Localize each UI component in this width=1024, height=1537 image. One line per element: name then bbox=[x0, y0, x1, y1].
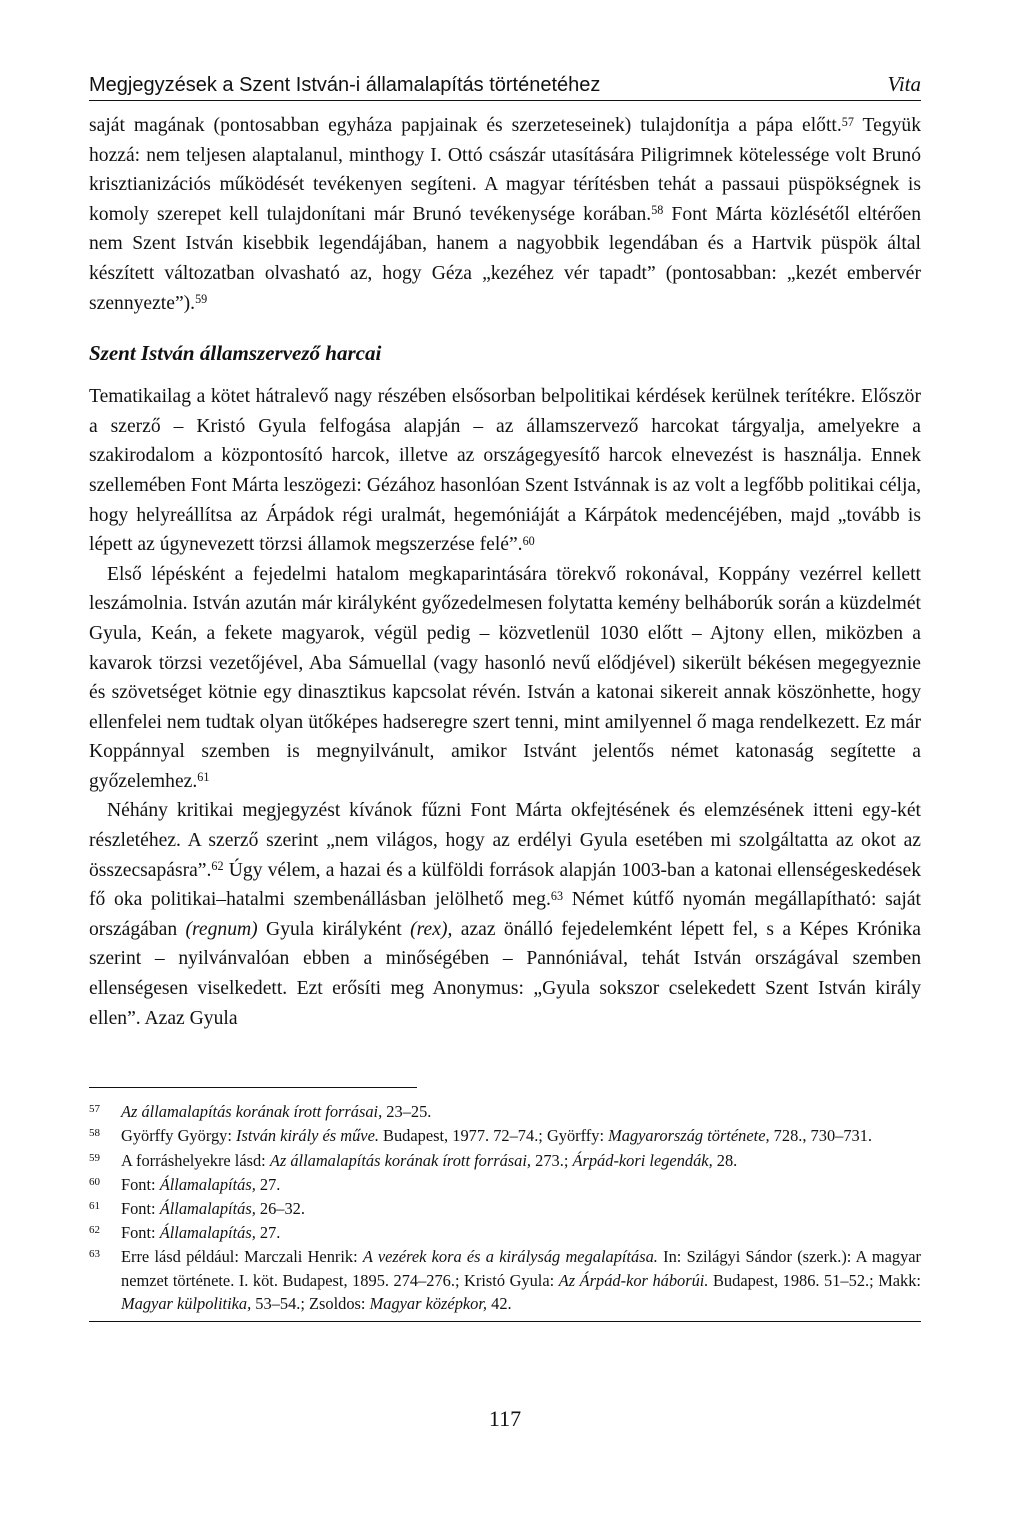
footnote-57 bbox=[89, 1100, 921, 1123]
footnote-italic: Magyar külpolitika, bbox=[121, 1293, 252, 1313]
footnote-segment: 28. bbox=[712, 1150, 738, 1170]
paragraph-1-text-c: Font Márta közlésétől eltérően nem Szent István kisebbik legendájában, hanem a nagyobbik legendában és a Hartvik püspök által készített változatban olvasható az, hogy Géza „kezéhez vér tapadt” (pontosabban: „kezét embervér szennyezte”). bbox=[89, 203, 921, 314]
section-heading: Szent István államszervező harcai bbox=[89, 341, 382, 366]
paragraph-4-text-d: Gyula királyként bbox=[257, 918, 411, 940]
footnote-bottom-rule bbox=[89, 1321, 921, 1322]
footnote-segment: Font: bbox=[121, 1223, 160, 1243]
footnote-italic: Államalapítás, bbox=[159, 1199, 256, 1219]
footnote-segment: Erre lásd például: Marczali Henrik: bbox=[121, 1247, 363, 1267]
running-title: Megjegyzések a Szent István-i államalapítás történetéhez bbox=[89, 74, 601, 96]
term-rex: (rex), bbox=[410, 918, 453, 940]
running-header bbox=[89, 72, 921, 101]
footnote-ref-61[interactable]: 61 bbox=[197, 770, 210, 785]
footnote-italic: Az Árpád-kor háborúi. bbox=[558, 1270, 709, 1290]
footnote-segment: 27. bbox=[255, 1223, 281, 1243]
footnote-italic: Az államalapítás korának írott forrásai, bbox=[121, 1102, 383, 1122]
footnote-number: 60 bbox=[89, 1175, 100, 1188]
footnote-63 bbox=[89, 1245, 921, 1315]
footnote-segment: Györffy György: bbox=[121, 1126, 237, 1146]
footnote-text bbox=[121, 1221, 921, 1244]
page bbox=[89, 72, 921, 1431]
body-text bbox=[89, 111, 921, 1033]
paragraph-1 bbox=[89, 111, 921, 318]
footnotes bbox=[89, 1100, 921, 1315]
footnote-italic: Az államalapítás korának írott forrásai, bbox=[269, 1150, 532, 1170]
footnote-segment: 27. bbox=[255, 1174, 281, 1194]
footnote-text bbox=[121, 1173, 921, 1196]
footnote-ref-60[interactable]: 60 bbox=[522, 533, 535, 548]
section-label: Vita bbox=[887, 72, 921, 96]
footnote-62 bbox=[89, 1221, 921, 1244]
footnote-italic: Magyar középkor, bbox=[369, 1293, 488, 1313]
footnote-text bbox=[121, 1124, 921, 1147]
footnote-segment: 273.; bbox=[531, 1150, 573, 1170]
paragraph-4-text-b: Úgy vélem, a hazai és a külföldi források alapján 1003-ban a katonai ellenségeskedések fő oka politikai–hatalmi szembenállásban jelölhető meg. bbox=[89, 859, 921, 911]
footnote-segment: 23–25. bbox=[382, 1102, 432, 1122]
footnote-number: 61 bbox=[89, 1200, 100, 1213]
page-number: 117 bbox=[488, 1406, 522, 1431]
footnote-text bbox=[121, 1245, 921, 1315]
footnote-ref-63[interactable]: 63 bbox=[550, 888, 564, 903]
footnote-italic: Államalapítás, bbox=[159, 1174, 256, 1194]
footnote-59 bbox=[89, 1149, 921, 1172]
footnote-ref-57[interactable]: 57 bbox=[841, 114, 854, 129]
paragraph-3 bbox=[89, 560, 921, 797]
footnote-number: 59 bbox=[89, 1151, 100, 1164]
paragraph-2 bbox=[89, 382, 921, 560]
footnote-italic: István király és műve. bbox=[236, 1126, 379, 1146]
footnote-segment: In: Szilágyi Sándor (szerk.): A magyar nemzet története. I. köt. Budapest, 1895. 274–276.; Kristó Gyula: bbox=[121, 1247, 921, 1290]
paragraph-4-text-a: Néhány kritikai megjegyzést kívánok fűzni Font Márta okfejtésének és elemzésének itteni egy-két részletéhez. A szerző szerint „nem világos, hogy az erdélyi Gyula esetében mi szolgáltatta az okot az összecsapásra”. bbox=[89, 800, 921, 881]
footnote-text bbox=[121, 1149, 921, 1172]
footnote-ref-59[interactable]: 59 bbox=[195, 292, 208, 307]
footnote-number: 62 bbox=[89, 1224, 100, 1237]
footnote-number: 58 bbox=[89, 1127, 100, 1140]
footnote-58 bbox=[89, 1124, 921, 1147]
footnote-segment: Budapest, 1986. 51–52.; Makk: bbox=[708, 1270, 921, 1290]
footnote-separator bbox=[89, 1087, 417, 1088]
footnote-italic: Árpád-kori legendák, bbox=[572, 1150, 713, 1170]
footnote-segment: A forráshelyekre lásd: bbox=[121, 1150, 270, 1170]
footnote-number: 63 bbox=[89, 1248, 100, 1261]
footnote-italic: Államalapítás, bbox=[159, 1223, 256, 1243]
footnote-segment: 26–32. bbox=[255, 1199, 305, 1219]
footnote-segment: 53–54.; Zsoldos: bbox=[251, 1293, 370, 1313]
footnote-segment: 728., 730–731. bbox=[769, 1126, 873, 1146]
paragraph-4-text-c: Német kútfő nyomán megállapítható: saját országában bbox=[89, 889, 921, 940]
paragraph-4 bbox=[89, 796, 921, 1033]
footnote-segment: Budapest, 1977. 72–74.; Györffy: bbox=[378, 1126, 609, 1146]
footnote-text bbox=[121, 1100, 921, 1123]
paragraph-4-text-e: azaz önálló fejedelemként lépett fel, s a Képes Krónika szerint – nyilvánvalóan ebben a minőségében – Pannóniával, tehát István országával szemben ellenségesen viselkedett. Ezt erősíti meg Anonymus: „Gyula sokszor cselekedett Szent István király ellen”. Azaz Gyula bbox=[89, 918, 921, 1029]
paragraph-3-text: Első lépésként a fejedelmi hatalom megkaparintására törekvő rokonával, Koppány vezérrel kellett leszámolnia. István azután már királyként győzedelmesen folytatta kemény belháborúk során a küzdelmét Gyula, Keán, a fekete magyarok, végül pedig – közvetlenül 1030 előtt – Ajtony ellen, miközben a kavarok törzsi vezetőjével, Aba Sámuellal (vagy hasonló nevű elődjével) sikerült békésen megegyeznie és szövetséget kötnie egy dinasztikus kapcsolat révén. István a katonai sikereit annak köszönhette, hogy ellenfelei nem tudtak olyan ütőképes hadseregre szert tenni, mint amilyennel ő maga rendelkezett. Ez már Koppánnyal szemben is megnyilvánult, amikor Istvánt jelentős német katonaság segítette a győzelemhez. bbox=[89, 563, 921, 792]
footnote-ref-58[interactable]: 58 bbox=[651, 203, 664, 218]
footnote-text bbox=[121, 1197, 921, 1220]
footnote-segment: Font: bbox=[121, 1174, 160, 1194]
footnote-61 bbox=[89, 1197, 921, 1220]
footnote-italic: A vezérek kora és a királyság megalapítása. bbox=[362, 1247, 658, 1267]
paragraph-2-text: Tematikailag a kötet hátralevő nagy részében elsősorban belpolitikai kérdések kerülnek terítékre. Először a szerző – Kristó Gyula felfogása alapján – az államszervező harcokat tárgyalja, amelyekre a szakirodalom a központosító harcok, illetve az országegyesítő harcok elnevezést is használja. Ennek szellemében Font Márta leszögezi: Gézához hasonlóan Szent Istvánnak is az volt a legfőbb politikai célja, hogy helyreállítsa az Árpádok régi uralmát, hegemóniáját a Kárpátok medencéjében, majd „tovább is lépett az úgynevezett törzsi államok megszerzése felé”. bbox=[89, 386, 921, 556]
term-regnum: (regnum) bbox=[185, 918, 258, 940]
footnote-segment: 42. bbox=[487, 1293, 512, 1313]
paragraph-1-text-a: saját magának (pontosabban egyháza papjainak és szerzeteseinek) tulajdonítja a pápa előtt. bbox=[89, 115, 842, 136]
footnote-number: 57 bbox=[89, 1103, 100, 1116]
footnote-60 bbox=[89, 1173, 921, 1196]
footnote-segment: Font: bbox=[121, 1199, 160, 1219]
footnote-italic: Magyarország története, bbox=[608, 1126, 770, 1146]
paragraph-1-text-b: Tegyük hozzá: nem teljesen alaptalanul, minthogy I. Ottó császár utasítására Piligrimnek kötelessége volt Brunó krisztianizációs működését tevékenyen segíteni. A magyar térítésben tehát a passaui püspökségnek is komoly szerepet kell tulajdonítani már Brunó tevékenysége korában. bbox=[89, 115, 921, 225]
footnote-ref-62[interactable]: 62 bbox=[211, 859, 224, 874]
